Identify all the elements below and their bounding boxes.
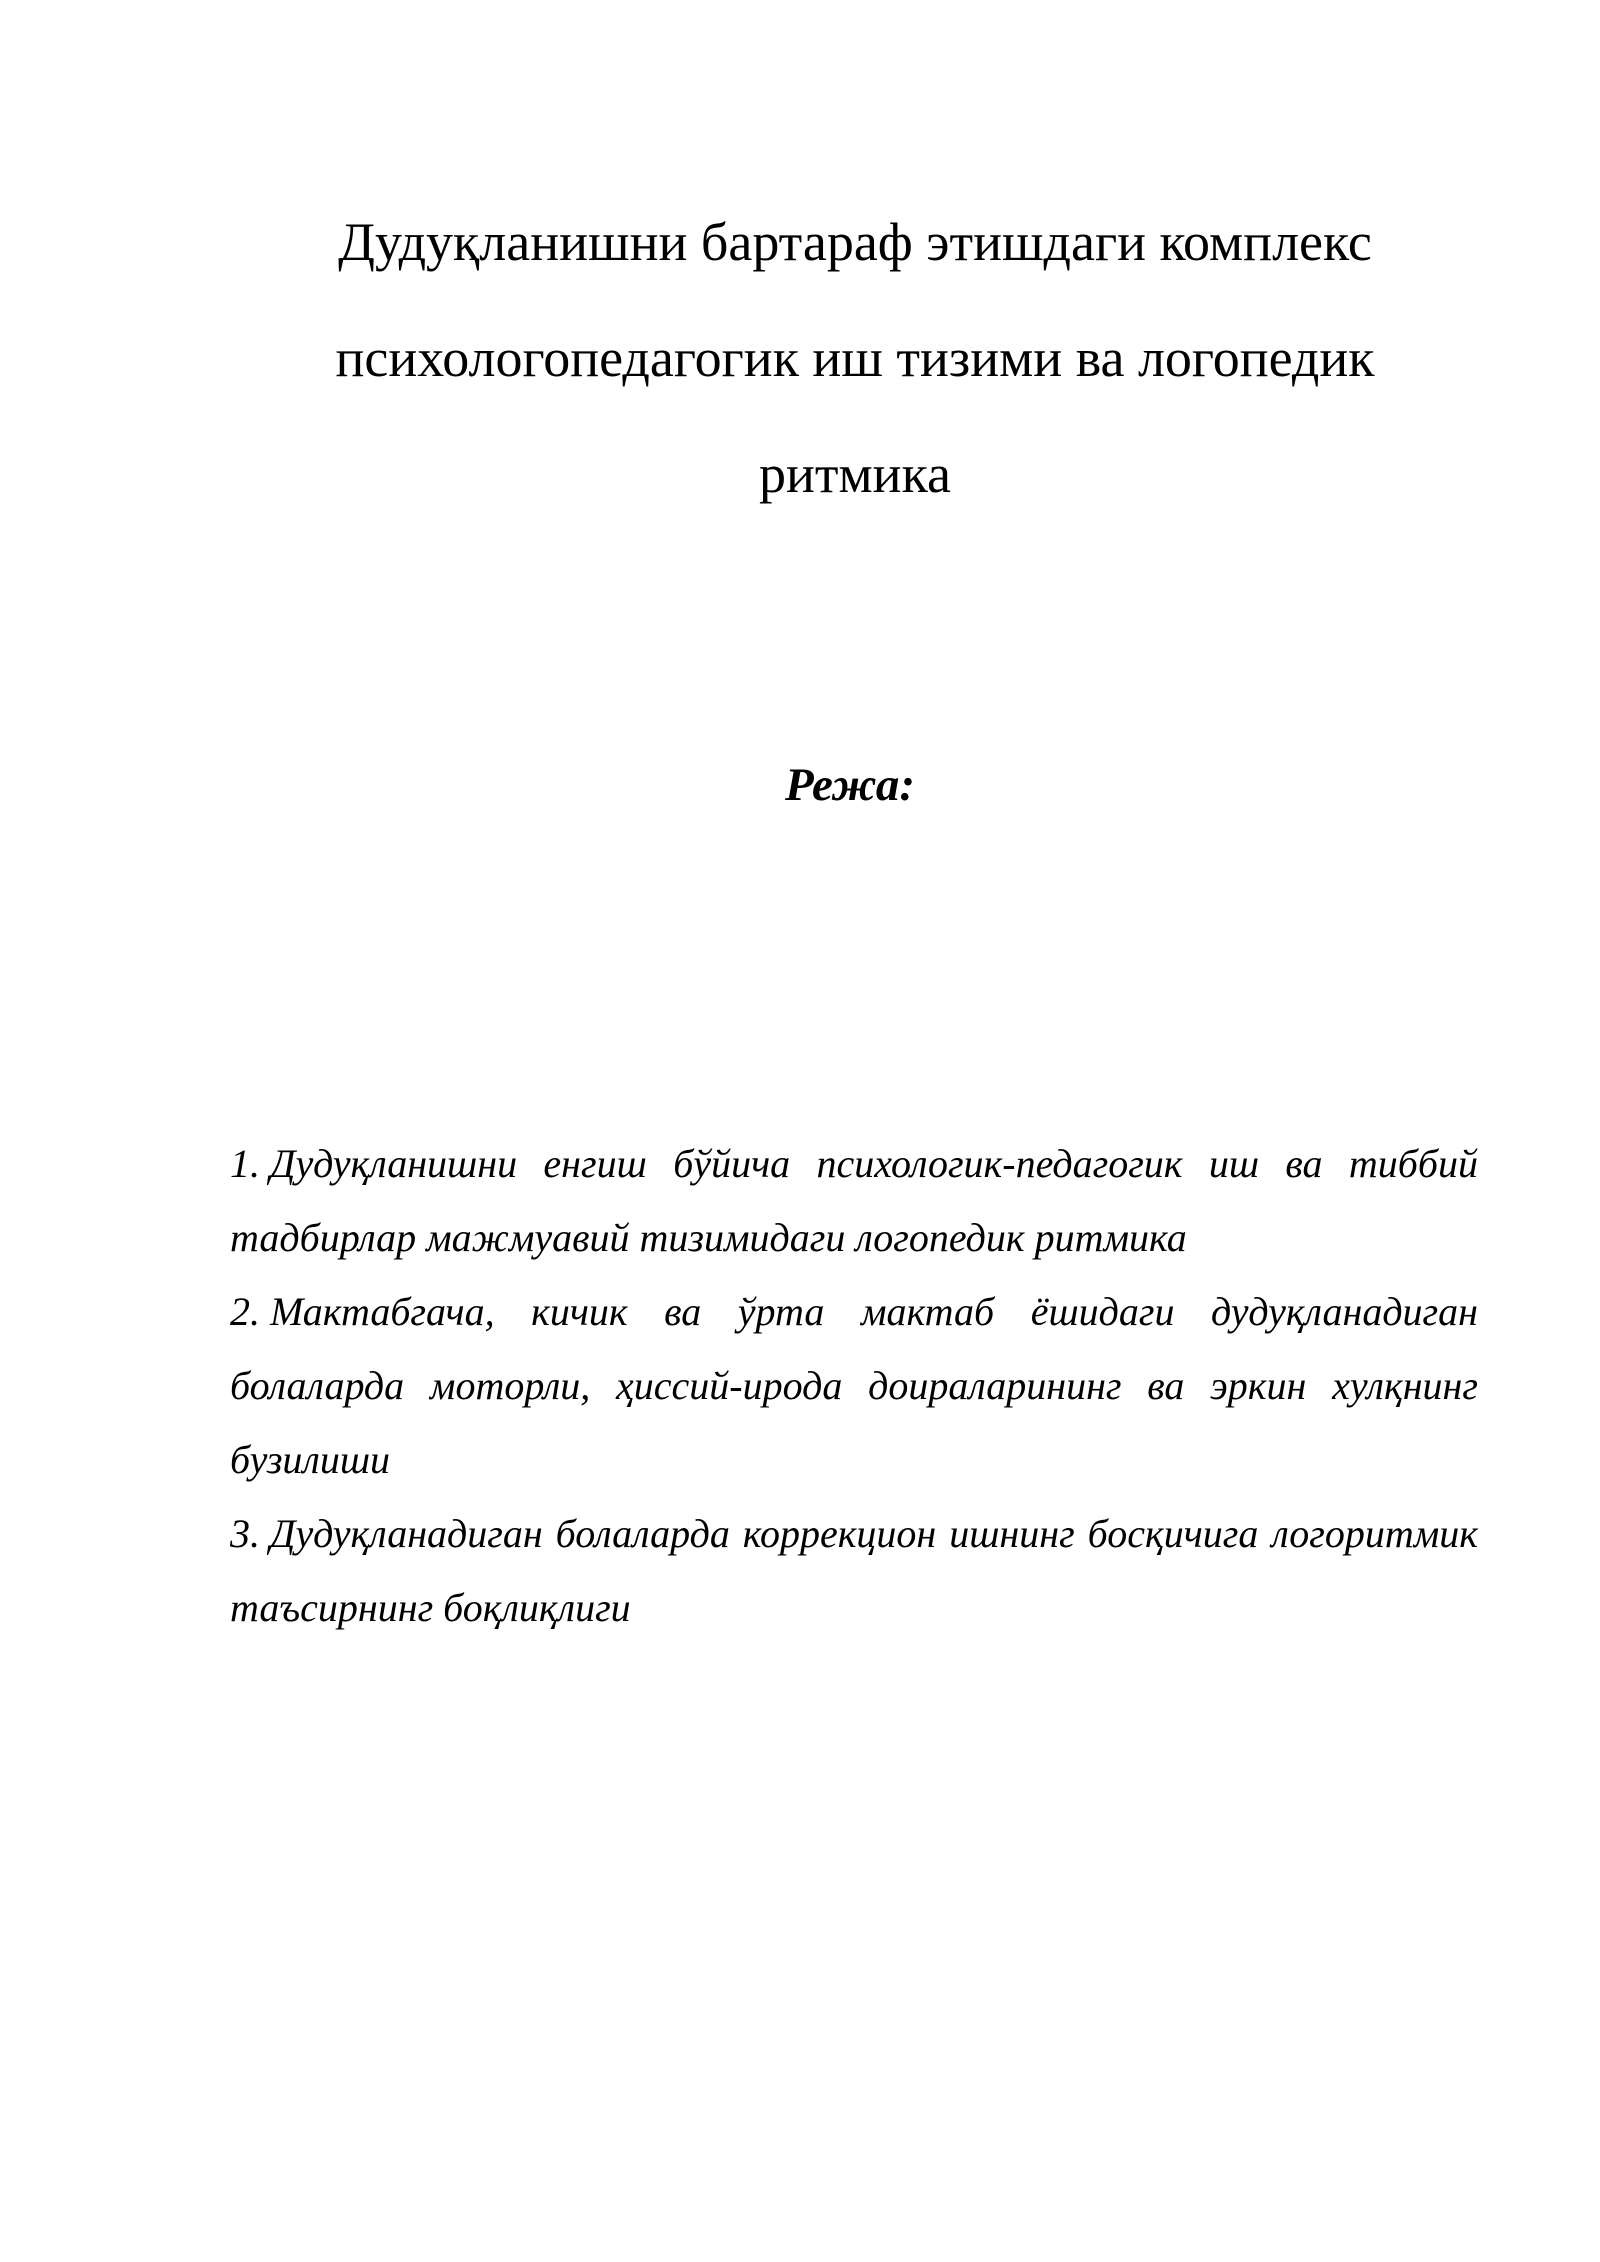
plan-item-number: 3. xyxy=(230,1511,260,1556)
plan-item-text: Мактабгача, кичик ва ўрта мактаб ёшидаги дудуқланадиган болаларда моторли, ҳиссий-ирода доираларининг ва эркин хулқнинг бузилиши xyxy=(230,1289,1478,1482)
plan-heading: Режа: xyxy=(785,759,915,811)
title-line-3: ритмика xyxy=(759,444,951,505)
plan-item-number: 1. xyxy=(230,1141,260,1186)
plan-item-2 xyxy=(230,1275,1478,1497)
plan-item-text: Дудуқланадиган болаларда коррекцион ишнинг босқичига логоритмик таъсирнинг боқлиқлиги xyxy=(230,1511,1478,1630)
plan-item-text: Дудуқланишни енгиш бўйича психологик-педагогик иш ва тиббий тадбирлар мажмуавий тизимидаги логопедик ритмика xyxy=(230,1141,1478,1260)
title-line-1: Дудуқланишни бартараф этишдаги комплекс xyxy=(338,212,1372,273)
plan-item-3 xyxy=(230,1497,1478,1645)
title-line-2: психологопедагогик иш тизими ва логопедик xyxy=(335,328,1375,389)
plan-list xyxy=(230,1127,1478,1645)
plan-item-1 xyxy=(230,1127,1478,1275)
plan-item-number: 2. xyxy=(230,1289,260,1334)
document-title xyxy=(230,184,1480,532)
